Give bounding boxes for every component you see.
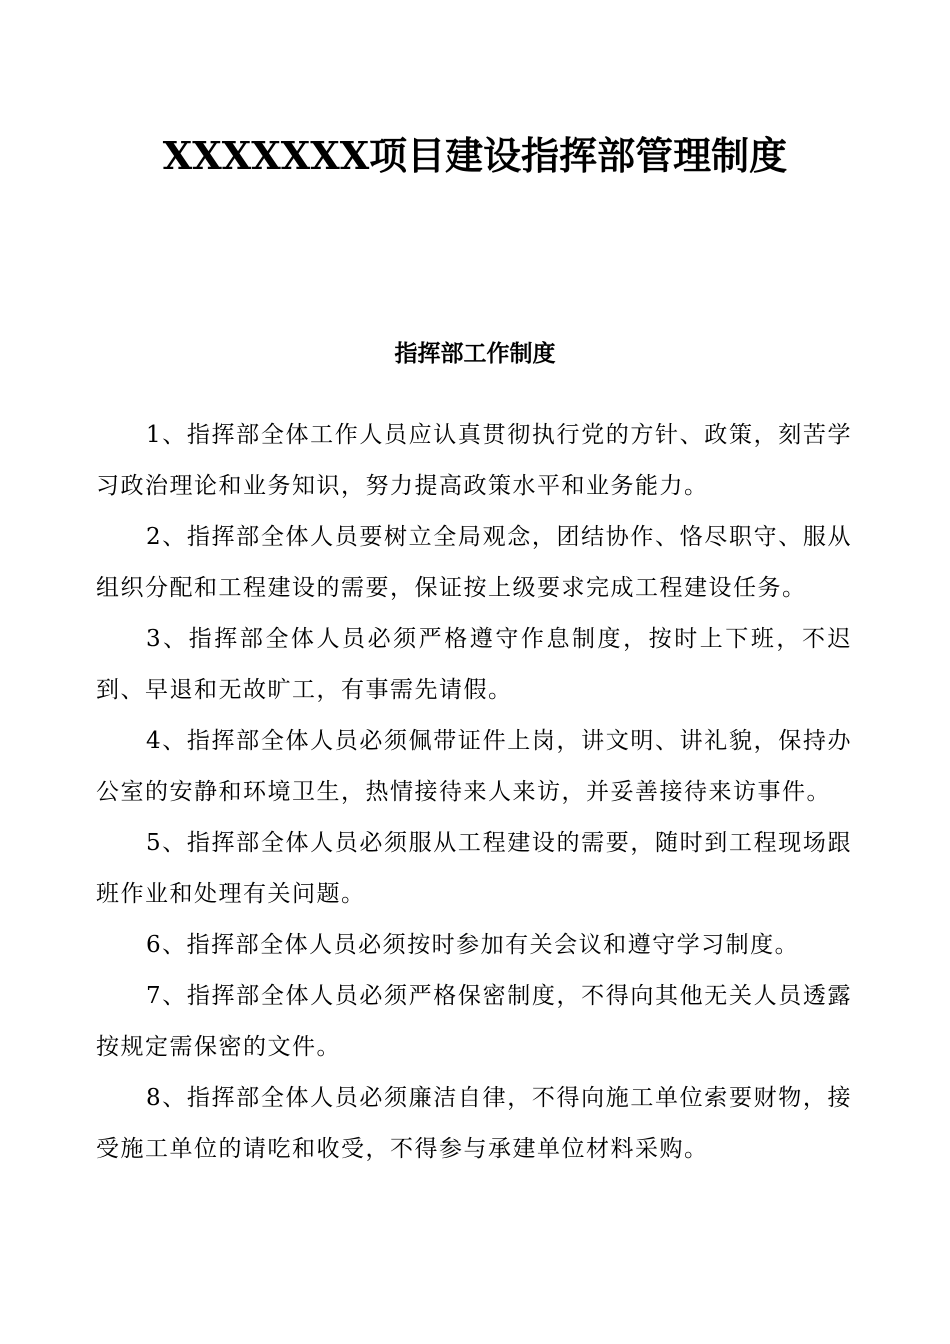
- document-title: XXXXXXX项目建设指挥部管理制度: [162, 133, 788, 178]
- paragraph-7: 7、指挥部全体人员必须严格保密制度，不得向其他无关人员透露按规定需保密的文件。: [96, 983, 852, 1060]
- section-title: 指挥部工作制度: [394, 341, 556, 367]
- paragraph-8: 8、指挥部全体人员必须廉洁自律，不得向施工单位索要财物，接受施工单位的请吃和收受，不得参与承建单位材料采购。: [96, 1085, 852, 1162]
- paragraph-3: 3、指挥部全体人员必须严格遵守作息制度，按时上下班，不迟到、早退和无故旷工，有事需先请假。: [96, 626, 852, 703]
- paragraph-1: 1、指挥部全体工作人员应认真贯彻执行党的方针、政策，刻苦学习政治理论和业务知识，努力提高政策水平和业务能力。: [96, 422, 852, 499]
- paragraph-4: 4、指挥部全体人员必须佩带证件上岗，讲文明、讲礼貌，保持办公室的安静和环境卫生，热情接待来人来访，并妥善接待来访事件。: [96, 728, 852, 805]
- paragraph-2: 2、指挥部全体人员要树立全局观念，团结协作、恪尽职守、服从组织分配和工程建设的需要，保证按上级要求完成工程建设任务。: [96, 524, 852, 601]
- document-body: [96, 410, 852, 1175]
- paragraph-5: 5、指挥部全体人员必须服从工程建设的需要，随时到工程现场跟班作业和处理有关问题。: [96, 830, 852, 907]
- paragraph-6: 6、指挥部全体人员必须按时参加有关会议和遵守学习制度。: [146, 932, 800, 958]
